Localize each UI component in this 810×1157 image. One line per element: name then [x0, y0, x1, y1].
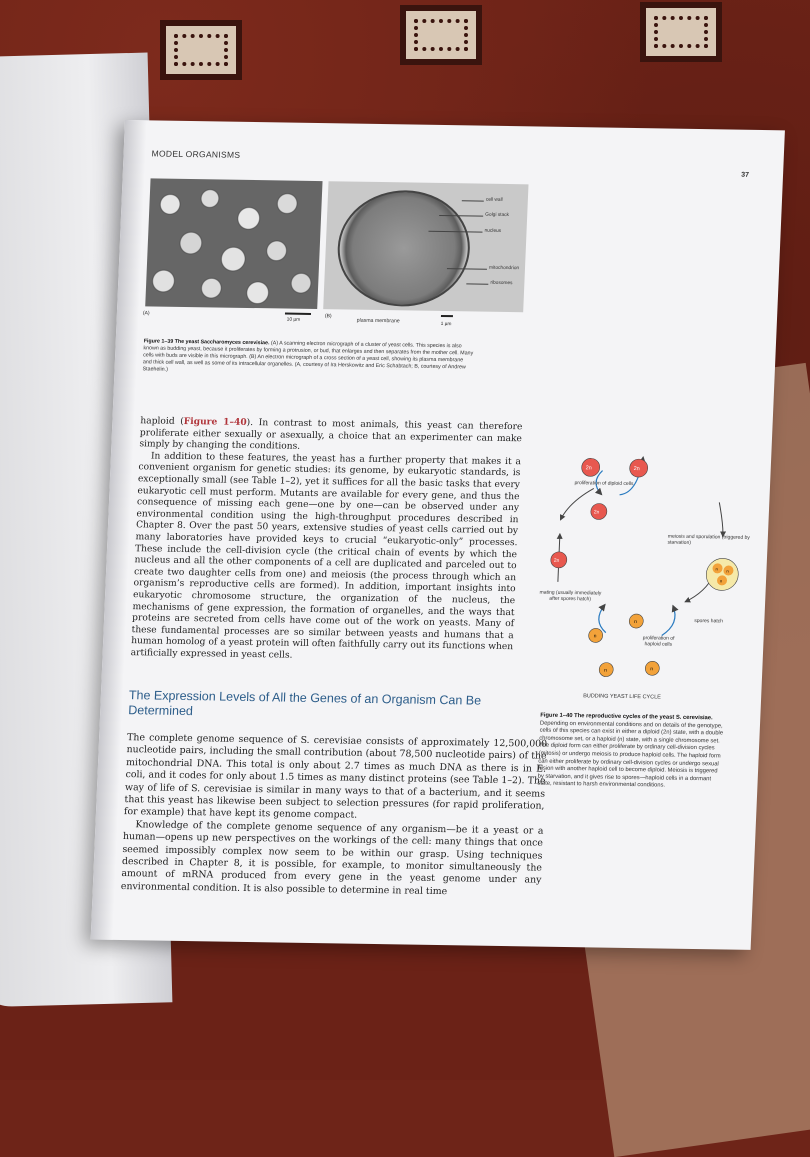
figure-1-39 [144, 178, 530, 334]
svg-text:n: n [719, 578, 723, 584]
running-head: MODEL ORGANISMS [151, 148, 241, 160]
label-meiosis: meiosis and sporulation (triggered by starvation) [667, 533, 750, 546]
haploid-cell [588, 628, 603, 642]
sem-micrograph [145, 178, 322, 309]
yeast-life-cycle-diagram [541, 422, 752, 695]
ascus-spores [706, 558, 739, 590]
diploid-cell [629, 459, 648, 477]
diagram-title: BUDDING YEAST LIFE CYCLE [582, 693, 661, 701]
haploid-cell [629, 614, 644, 628]
svg-text:n: n [715, 566, 718, 572]
svg-text:n: n [593, 633, 597, 640]
paragraph: The complete genome sequence of S. cerevisiae consists of approximately 12,500,000 nucleotide pairs, including the small contribution (about 78,500 nucleotide pairs) of the mitochondrial DNA. This total is only about 2.7 times as much DNA as there is in E. coli, and it codes for only about 1.5 times as many distinct proteins (see Table 1–2). The way of life of S. cerevisiae is similar in many ways to that of a bacterium, and it seems that this yeast has likewise been subject to selection pressures (for rapid proliferation, for example) that have kept its genome compact. [123, 732, 548, 822]
caption-title: Figure 1–40 The reproductive cycles of the yeast S. cerevisiae. [540, 712, 713, 722]
label-ribosomes: ribosomes [490, 280, 513, 287]
paragraph: In addition to these features, the yeast has a further property that makes it a convenient organism for genetic studies: its genome, by eukaryotic standards, is exceptionally small (see Table 1–2), yet it suffices for all the basic tasks that every eukaryotic cell must perform. Mutants are available for every gene, and thus the consequence of missing each gene—one by one—can be observed under any environmental condition using the high-throughput procedures described in Chapter 8. Over the past 50 years, extensive studies of yeast cells carried out by many laboratories have provided keys to crucial “eukaryotic-only” processes. These include the cell-division cycle (the critical chain of events by which the nucleus and all the other components of a cell are duplicated and parceled out to create two daughter cells from one) and meiosis (the process through which an organism’s reproductive cells are formed). In addition, important insights into eukaryotic chromosome structure, the organization of the nucleus, the mechanisms of gene expression, the formation of organelles, and the ways that proteins are secreted from cells have come out of the work on yeasts. Many of these fundamental processes are so similar between yeasts and humans that a human homolog of a yeast protein will often faithfully carry out its functions when artificially expressed in yeast cells. [130, 451, 522, 661]
svg-text:n: n [650, 666, 654, 673]
rug-motif [160, 20, 242, 80]
haploid-cell [599, 663, 614, 677]
rug-motif [400, 5, 482, 65]
caption-title: Figure 1–39 The yeast Saccharomyces cerevisiae. [143, 338, 270, 347]
book-page [91, 120, 785, 950]
body-text-1 [130, 415, 522, 665]
panel-a-label: (A) [142, 310, 150, 317]
label-golgi: Golgi stack [485, 212, 510, 219]
paragraph: Knowledge of the complete genome sequence of any organism—be it a yeast or a human—opens up new perspectives on the workings of the cell: many things that once seemed impossibly complex now seem to be within our grasp. Using techniques described in Chapter 8, it is possible, for example, to monitor simultaneously the amount of mRNA produced from every gene in the yeast genome under any environmental condition. It is also possible to determine in real time [120, 819, 544, 898]
figure-link[interactable]: Figure 1–40 [183, 415, 247, 428]
label-cell-wall: cell wall [485, 197, 503, 203]
yeast-cell-section [335, 189, 472, 307]
svg-text:n: n [726, 568, 729, 574]
caption-text: Depending on environmental conditions and on details of the genotype, cells of this species can exist in either a diploid (2n) state, with a double chromosome set, or a haploid (n) state, with a single chromosome set. The diploid form can either proliferate by ordinary cell-division cycles (mitosis) or undergo meiosis to produce haploid cells. The haploid form can either proliferate by ordinary cell-division cycles or undergo sexual fusion with another haploid cell to become diploid. Meiosis is triggered by starvation, and it gives rise to spores—haploid cells in a dormant state, resistant to harsh environmental conditions. [537, 720, 724, 789]
label-nucleus: nucleus [484, 228, 502, 234]
label-spores-hatch: spores hatch [694, 618, 724, 625]
rug-motif [640, 2, 722, 62]
svg-text:2n: 2n [553, 557, 560, 564]
label-plasma-membrane: plasma membrane [356, 317, 400, 325]
panel-b-label: (B) [324, 313, 332, 320]
scale-a-label: 10 µm [286, 317, 301, 323]
diploid-cell [591, 503, 608, 519]
svg-text:n: n [604, 667, 608, 674]
paragraph: haploid (Figure 1–40). In contrast to most animals, this yeast can therefore proliferate either sexually or asexually, a choice that an experimenter can make simply by changing the conditions. [139, 415, 523, 452]
svg-text:2n: 2n [593, 509, 600, 516]
section-heading: The Expression Levels of All the Genes of an Organism Can Be Determined [127, 688, 482, 719]
label-diploid-proliferation: proliferation of diploid cells [574, 480, 634, 488]
label-mitochondrion: mitochondrion [488, 265, 520, 272]
diploid-cell [581, 458, 600, 476]
diploid-cell [550, 552, 567, 568]
scale-b-label: 1 µm [440, 321, 452, 328]
label-haploid-proliferation: proliferation of haploid cells [642, 635, 675, 648]
page-number: 37 [741, 171, 750, 179]
scale-bar-b [441, 315, 453, 317]
svg-text:2n: 2n [633, 466, 640, 473]
figure-1-40-caption [537, 713, 725, 792]
life-cycle-svg [541, 422, 752, 695]
caption-text: (A) A scanning electron micrograph of a cluster of yeast cells. This species is also known as budding yeast, because it proliferates by forming a protrusion, or bud, that enlarges and then separates from the mother cell. Many cells with buds are visible in this micrograph. (B) An electron micrograph of a cross section of a yeast cell, showing its plasma membrane and thick cell wall, as well as some of its intracellular organelles. (A, courtesy of Ira Herskowitz and Eric Schabtach; B, courtesy of Andrew Staehelin.) [142, 340, 474, 373]
label-mating: mating (usually immediately after spores hatch) [539, 589, 602, 603]
svg-text:n: n [634, 619, 638, 626]
figure-1-39-caption [142, 338, 473, 378]
svg-text:2n: 2n [585, 465, 592, 472]
scale-bar-a [285, 313, 311, 315]
haploid-cell [645, 661, 660, 675]
body-text-2 [121, 732, 548, 900]
